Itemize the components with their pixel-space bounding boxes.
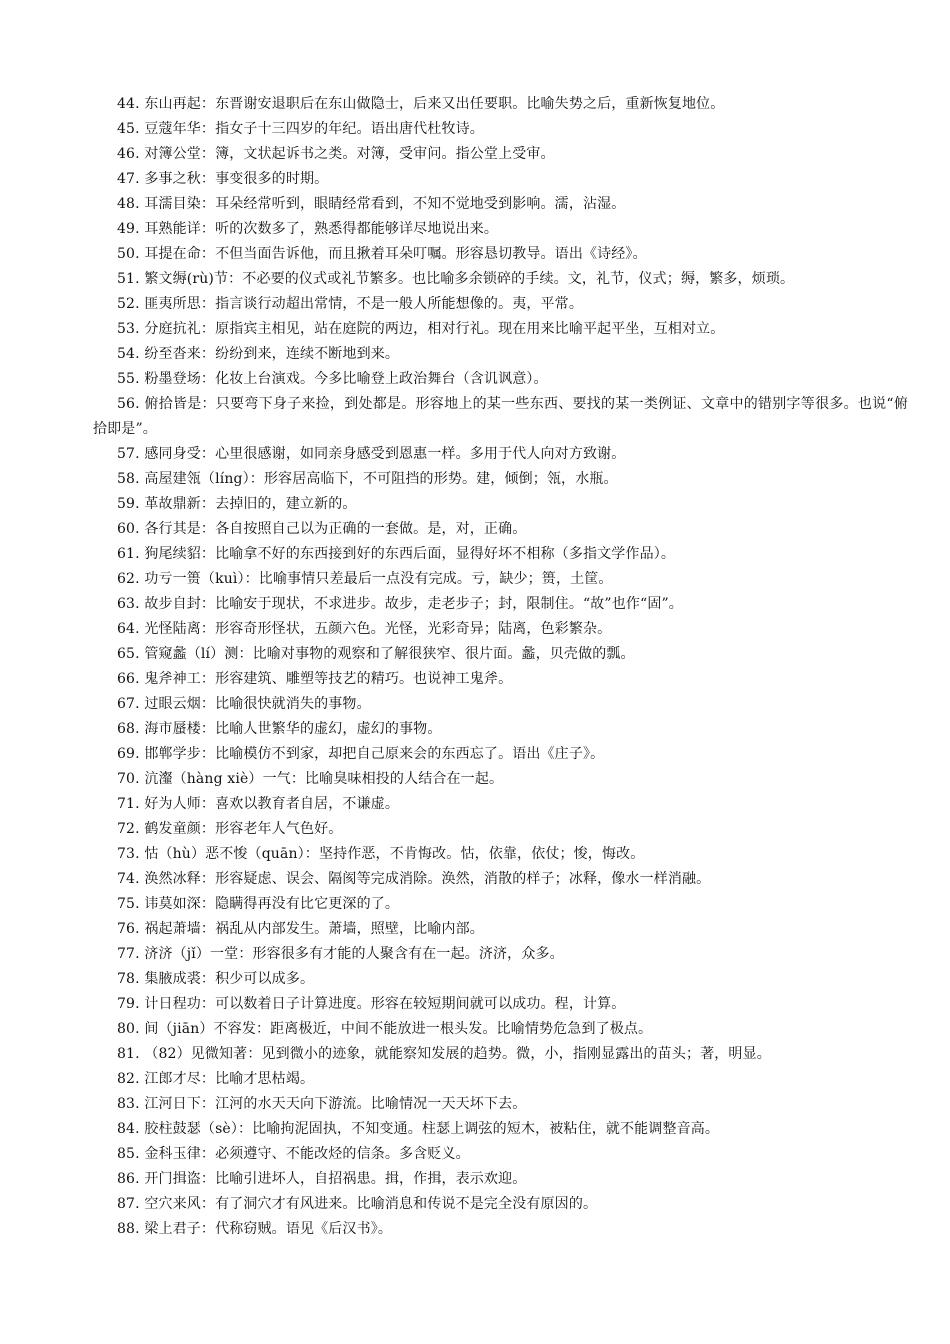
idiom-entry: 62. 功亏一篑（kuì）：比喻事情只差最后一点没有完成。亏，缺少；篑，土筐。	[117, 571, 613, 587]
idiom-entry: 51. 繁文缛(rù)节：不必要的仪式或礼节繁多。也比喻多余锁碎的手续。文，礼节，仪式；缛，繁多，烦琐。	[117, 271, 795, 287]
idiom-entry: 50. 耳提在命：不但当面告诉他，而且揪着耳朵叮嘱。形容恳切教导。语出《诗经》。	[117, 246, 647, 262]
idiom-entry: 56. 俯拾皆是：只要弯下身子来捡，到处都是。形容地上的某一些东西、要找的某一类例证、文章中的错别字等很多。也说“俯拾即是”。	[93, 396, 908, 437]
idiom-entry: 49. 耳熟能详：听的次数多了，熟悉得都能够详尽地说出来。	[117, 221, 499, 237]
idiom-entry: 87. 空穴来风：有了洞穴才有风进来。比喻消息和传说不是完全没有原因的。	[117, 1196, 598, 1212]
idiom-entry: 57. 感同身受：心里很感谢，如同亲身感受到恩惠一样。多用于代人向对方致谢。	[117, 446, 626, 462]
idiom-entry: 48. 耳濡目染：耳朵经常听到，眼睛经常看到，不知不觉地受到影响。濡，沾湿。	[117, 196, 626, 212]
idiom-entry: 73. 怙（hù）恶不悛（quān）：坚持作恶，不肯悔改。怙，依靠，依仗；悛，悔改。	[117, 846, 645, 862]
idiom-entry: 82. 江郎才尽：比喻才思枯竭。	[117, 1071, 315, 1087]
idiom-entry: 45. 豆蔻年华：指女子十三四岁的年纪。语出唐代杜牧诗。	[117, 121, 484, 137]
idiom-list	[93, 92, 908, 1242]
idiom-entry: 80. 间（jiān）不容发：距离极近，中间不能放进一根头发。比喻情势危急到了极点。	[117, 1021, 653, 1037]
idiom-entry: 52. 匪夷所思：指言谈行动超出常情，不是一般人所能想像的。夷，平常。	[117, 296, 583, 312]
idiom-entry: 81. （82）见微知著：见到微小的迹象，就能察知发展的趋势。微，小，指刚显露出的苗头；著，明显。	[117, 1046, 771, 1062]
idiom-entry: 58. 高屋建瓴（líng）：形容居高临下，不可阻挡的形势。建，倾倒；瓴，水瓶。	[117, 471, 618, 487]
idiom-entry: 76. 祸起萧墙：祸乱从内部发生。萧墙，照壁，比喻内部。	[117, 921, 484, 937]
idiom-entry: 47. 多事之秋：事变很多的时期。	[117, 171, 329, 187]
idiom-entry: 88. 梁上君子：代称窃贼。语见《后汉书》。	[117, 1221, 393, 1237]
idiom-entry: 77. 济济（jǐ）一堂：形容很多有才能的人聚含有在一起。济济，众多。	[117, 946, 564, 962]
idiom-entry: 67. 过眼云烟：比喻很快就消失的事物。	[117, 696, 371, 712]
idiom-entry: 68. 海市蜃楼：比喻人世繁华的虚幻，虚幻的事物。	[117, 721, 442, 737]
idiom-entry: 70. 沆瀣（hàng xiè）一气：比喻臭味相投的人结合在一起。	[117, 771, 504, 787]
idiom-entry: 59. 革故鼎新：去掉旧的，建立新的。	[117, 496, 357, 512]
idiom-entry: 85. 金科玉律：必须遵守、不能改烃的信条。多含贬义。	[117, 1146, 470, 1162]
idiom-entry: 69. 邯郸学步：比喻模仿不到家，却把自己原来会的东西忘了。语出《庄子》。	[117, 746, 605, 762]
idiom-entry: 79. 计日程功：可以数着日子计算进度。形容在较短期间就可以成功。程，计算。	[117, 996, 626, 1012]
idiom-entry: 78. 集腋成裘：积少可以成多。	[117, 971, 315, 987]
idiom-entry: 71. 好为人师：喜欢以教育者自居，不谦虚。	[117, 796, 400, 812]
idiom-entry: 55. 粉墨登场：化妆上台演戏。今多比喻登上政治舞台（含讥讽意）。	[117, 371, 548, 387]
idiom-entry: 64. 光怪陆离：形容奇形怪状，五颜六色。光怪，光彩奇异；陆离，色彩繁杂。	[117, 621, 612, 637]
idiom-entry: 60. 各行其是：各自按照自己以为正确的一套做。是，对，正确。	[117, 521, 527, 537]
idiom-entry: 54. 纷至沓来：纷纷到来，连续不断地到来。	[117, 346, 400, 362]
idiom-entry: 72. 鹤发童颜：形容老年人气色好。	[117, 821, 343, 837]
idiom-entry: 75. 讳莫如深：隐瞒得再没有比它更深的了。	[117, 896, 400, 912]
idiom-entry: 74. 涣然冰释：形容疑虑、误会、隔阂等完成消除。涣然，消散的样子；冰释，像水一样消融。	[117, 871, 711, 887]
idiom-entry: 53. 分庭抗礼：原指宾主相见，站在庭院的两边，相对行礼。现在用来比喻平起平坐，互相对立。	[117, 321, 725, 337]
idiom-entry: 83. 江河日下：江河的水天天向下游流。比喻情况一天天坏下去。	[117, 1096, 527, 1112]
idiom-entry: 44. 东山再起：东晋谢安退职后在东山做隐士，后来又出任要职。比喻失势之后，重新恢复地位。	[117, 96, 725, 112]
idiom-entry: 66. 鬼斧神工：形容建筑、雕塑等技艺的精巧。也说神工鬼斧。	[117, 671, 513, 687]
idiom-entry: 65. 管窥蠡（lí）测：比喻对事物的观察和了解很狭窄、很片面。蠡，贝壳做的瓢。	[117, 646, 635, 662]
idiom-entry: 61. 狗尾续貂：比喻拿不好的东西接到好的东西后面，显得好坏不相称（多指文学作品）。	[117, 546, 676, 562]
idiom-entry: 84. 胶柱鼓瑟（sè）：比喻拘泥固执，不知变通。柱瑟上调弦的短木，被粘住，就不能调整音高。	[117, 1121, 720, 1137]
idiom-entry: 63. 故步自封：比喻安于现状，不求进步。故步，走老步子；封，限制住。“故”也作“固”。	[117, 596, 683, 612]
idiom-entry: 46. 对簿公堂：簿，文状起诉书之类。对簿，受审问。指公堂上受审。	[117, 146, 555, 162]
idiom-entry: 86. 开门揖盗：比喻引进坏人，自招祸患。揖，作揖，表示欢迎。	[117, 1171, 527, 1187]
